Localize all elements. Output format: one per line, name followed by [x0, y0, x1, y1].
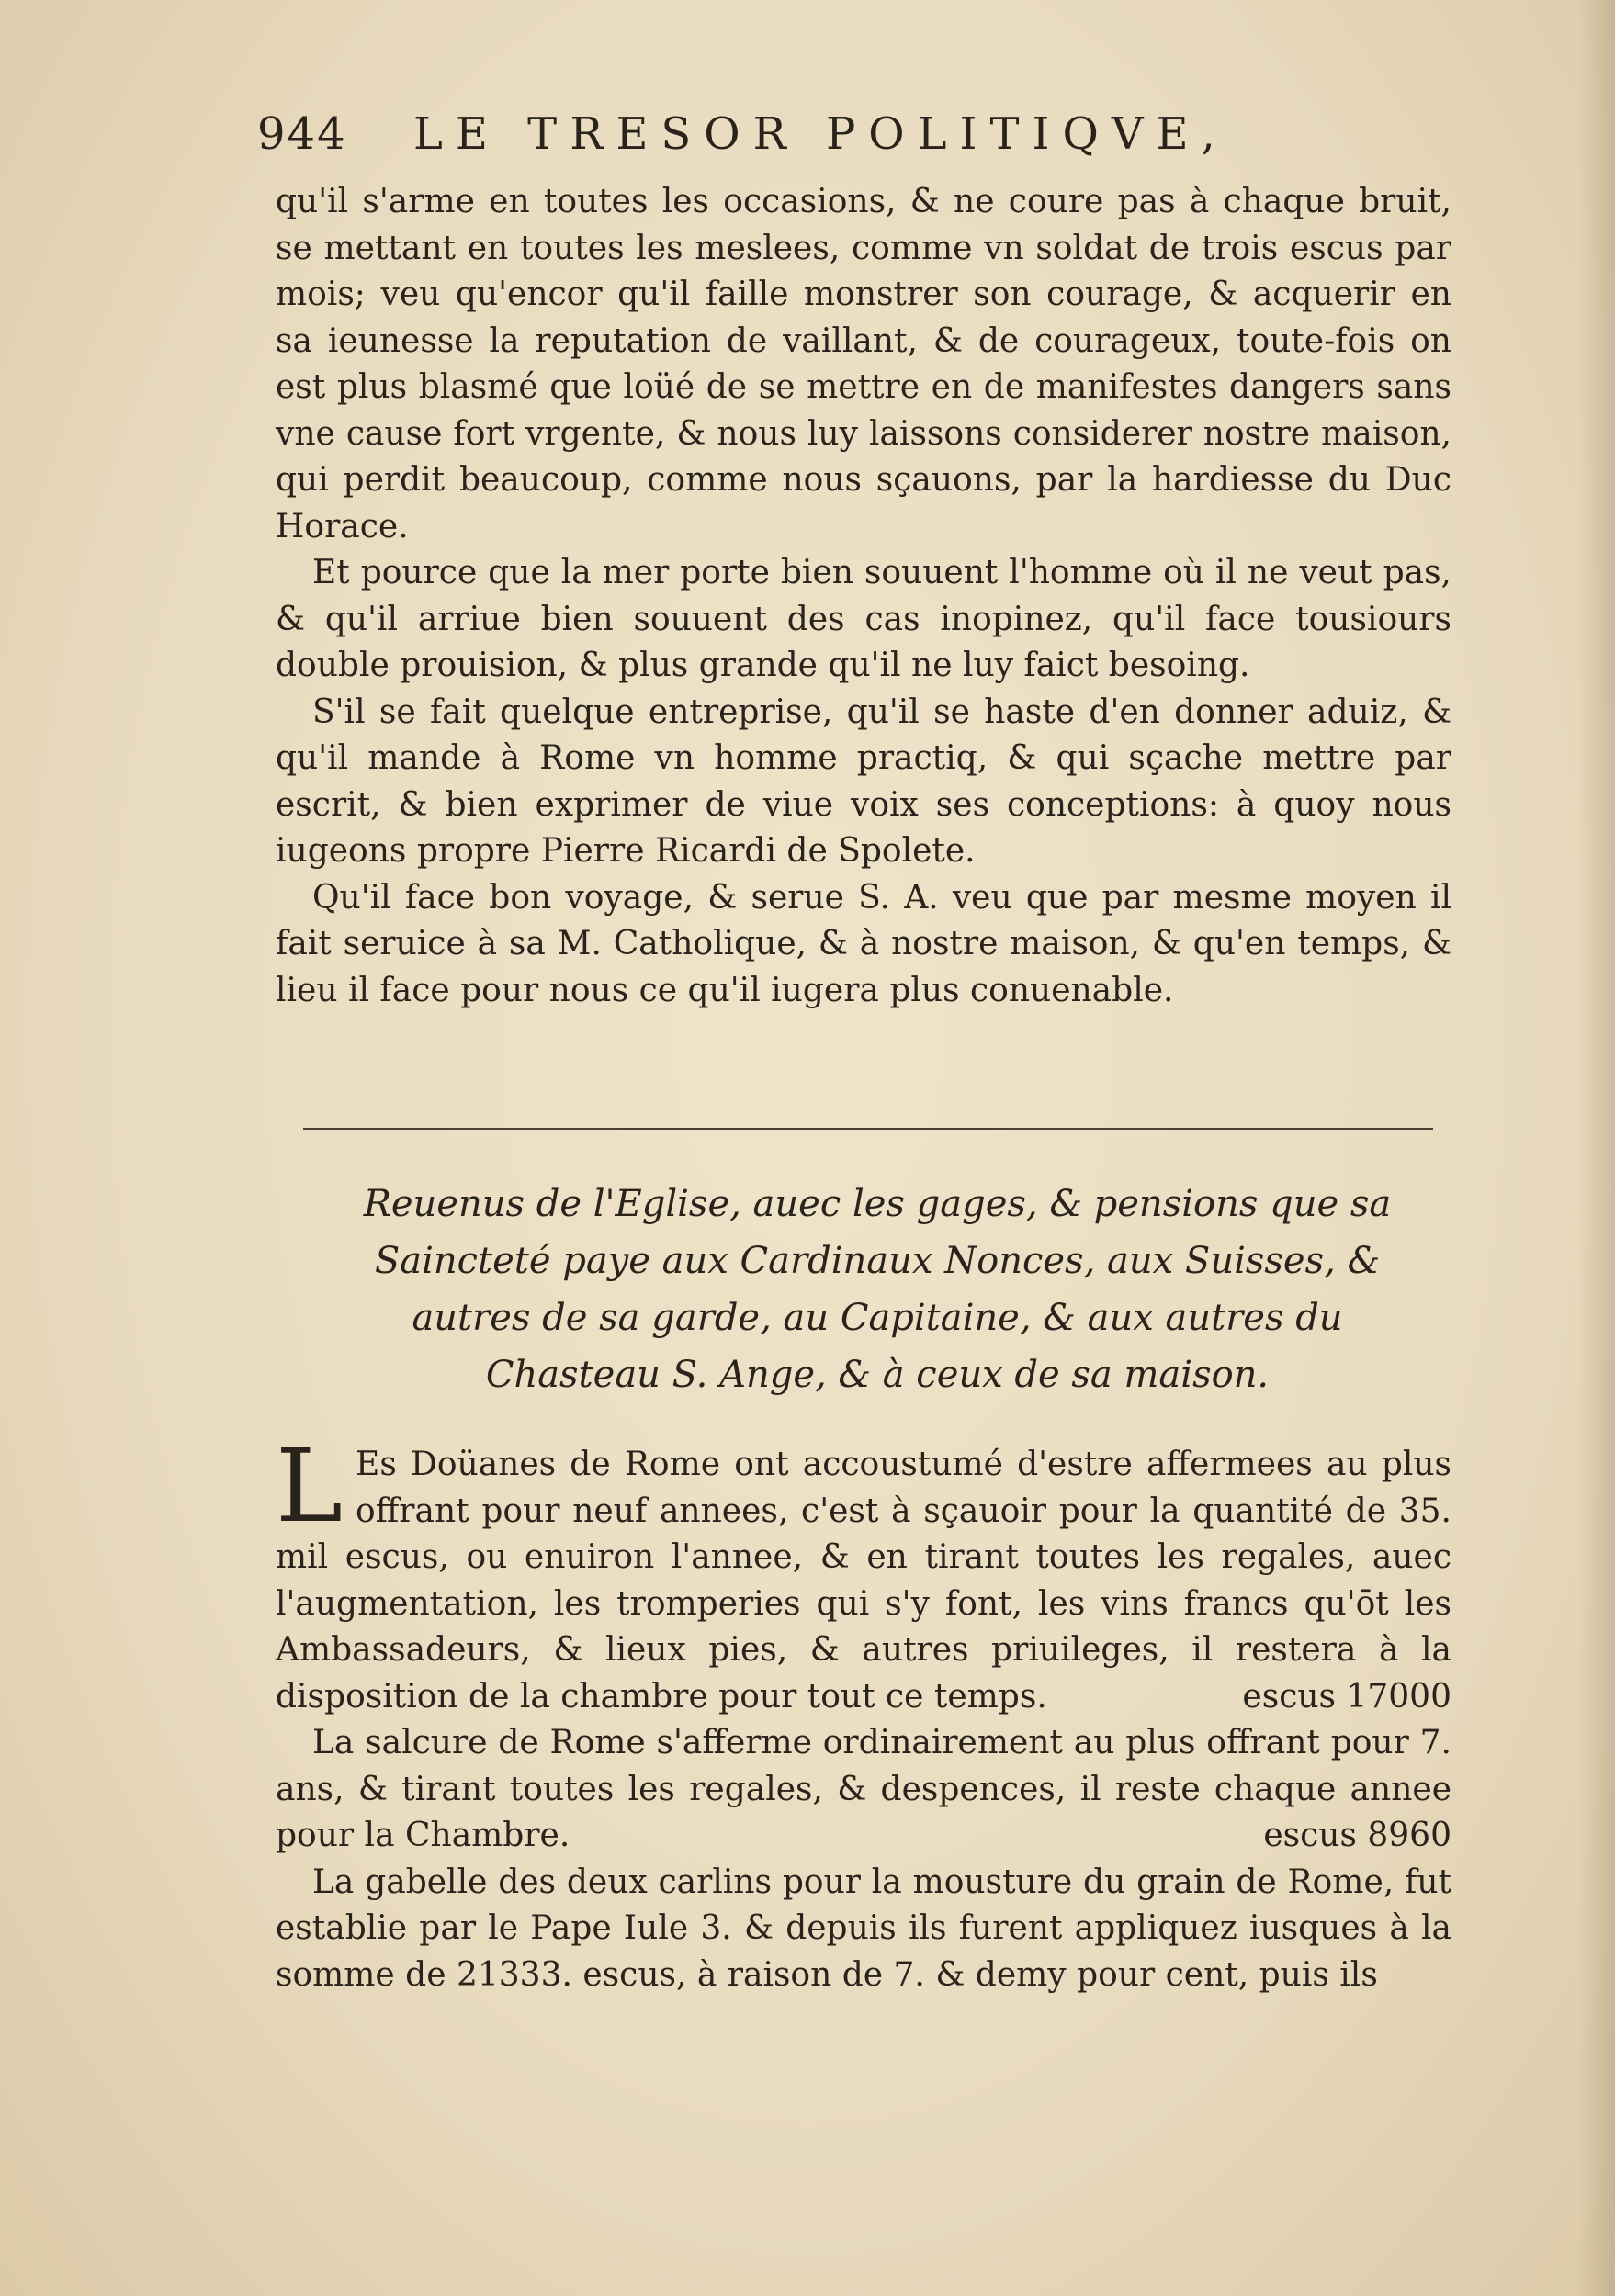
drop-cap: L [276, 1427, 344, 1545]
paragraph: Qu'il face bon voyage, & serue S. A. veu que par mesme moyen il fait seruice à sa M. Catholique, & à nostre maison, & qu'en temps, & lieu il face pour nous ce qu'il iugera plus conuenable. [276, 878, 1451, 1009]
running-title: LE TRESOR POLITIQVE, [413, 108, 1228, 160]
paragraph [276, 1720, 1451, 1860]
amount: escus 8960 [1263, 1817, 1451, 1854]
page-edge-shadow [1578, 0, 1615, 2296]
paragraph: S'il se fait quelque entreprise, qu'il se haste d'en donner aduiz, & qu'il mande à Rome vn homme practiq, & qui sçache mettre par escrit, & bien exprimer de viue voix ses conceptions: à quoy nous iugeons propre Pierre Ricardi de Spolete. [276, 692, 1451, 870]
page-number: 944 [257, 108, 347, 160]
paragraph-text: La salcure de Rome s'afferme ordinairement au plus offrant pour 7. ans, & tirant toutes les regales, & despences, il reste chaque annee pour la Chambre. [276, 1724, 1451, 1854]
paragraph: Et pource que la mer porte bien souuent l'homme où il ne veut pas, & qu'il arriue bien souuent des cas inopinez, qu'il face tousiours double prouision, & plus grande qu'il ne luy faict besoing. [276, 554, 1451, 684]
section-divider [303, 1128, 1433, 1130]
section-title: Reuenus de l'Eglise, auec les gages, & pensions que sa Saincteté paye aux Cardinaux Nonces, aux Suisses, & autres de sa garde, au Capitaine, & aux autres du Chasteau S. Ange, & à ceux de sa maison. [363, 1183, 1392, 1396]
paragraph: qu'il s'arme en toutes les occasions, & ne coure pas à chaque bruit, se mettant en toutes les meslees, comme vn soldat de trois escus par mois; veu qu'encor qu'il faille monstrer son courage, & acquerir en sa ieunesse la reputation de vaillant, & de courageux, toute-fois on est plus blasmé que loüé de se mettre en de manifestes dangers sans vne cause fort vrgente, & nous luy laissons considerer nostre maison, qui perdit beaucoup, comme nous sçauons, par la hardiesse du Duc Horace. [276, 183, 1451, 546]
section-two [276, 1427, 1451, 1998]
running-header [257, 108, 1314, 173]
section-one [276, 179, 1451, 1014]
paragraph [276, 1427, 1451, 1720]
amount: escus 17000 [1242, 1677, 1451, 1716]
paragraph-text: Es Doüanes de Rome ont accoustumé d'estre affermees au plus offrant pour neuf annees, c'est à sçauoir pour la quantité de 35. mil escus, ou enuiron l'annee, & en tirant toutes les regales, auec l'augmentation, les tromperies qui s'y font, les vins francs qu'ōt les Ambassadeurs, & lieux pies, & autres priuileges, il restera à la disposition de la chambre pour tout ce temps. [276, 1446, 1451, 1716]
paragraph: La gabelle des deux carlins pour la mousture du grain de Rome, fut establie par le Pape Iule 3. & depuis ils furent appliquez iusques à la somme de 21333. escus, à raison de 7. & demy pour cent, puis ils [276, 1863, 1451, 1994]
